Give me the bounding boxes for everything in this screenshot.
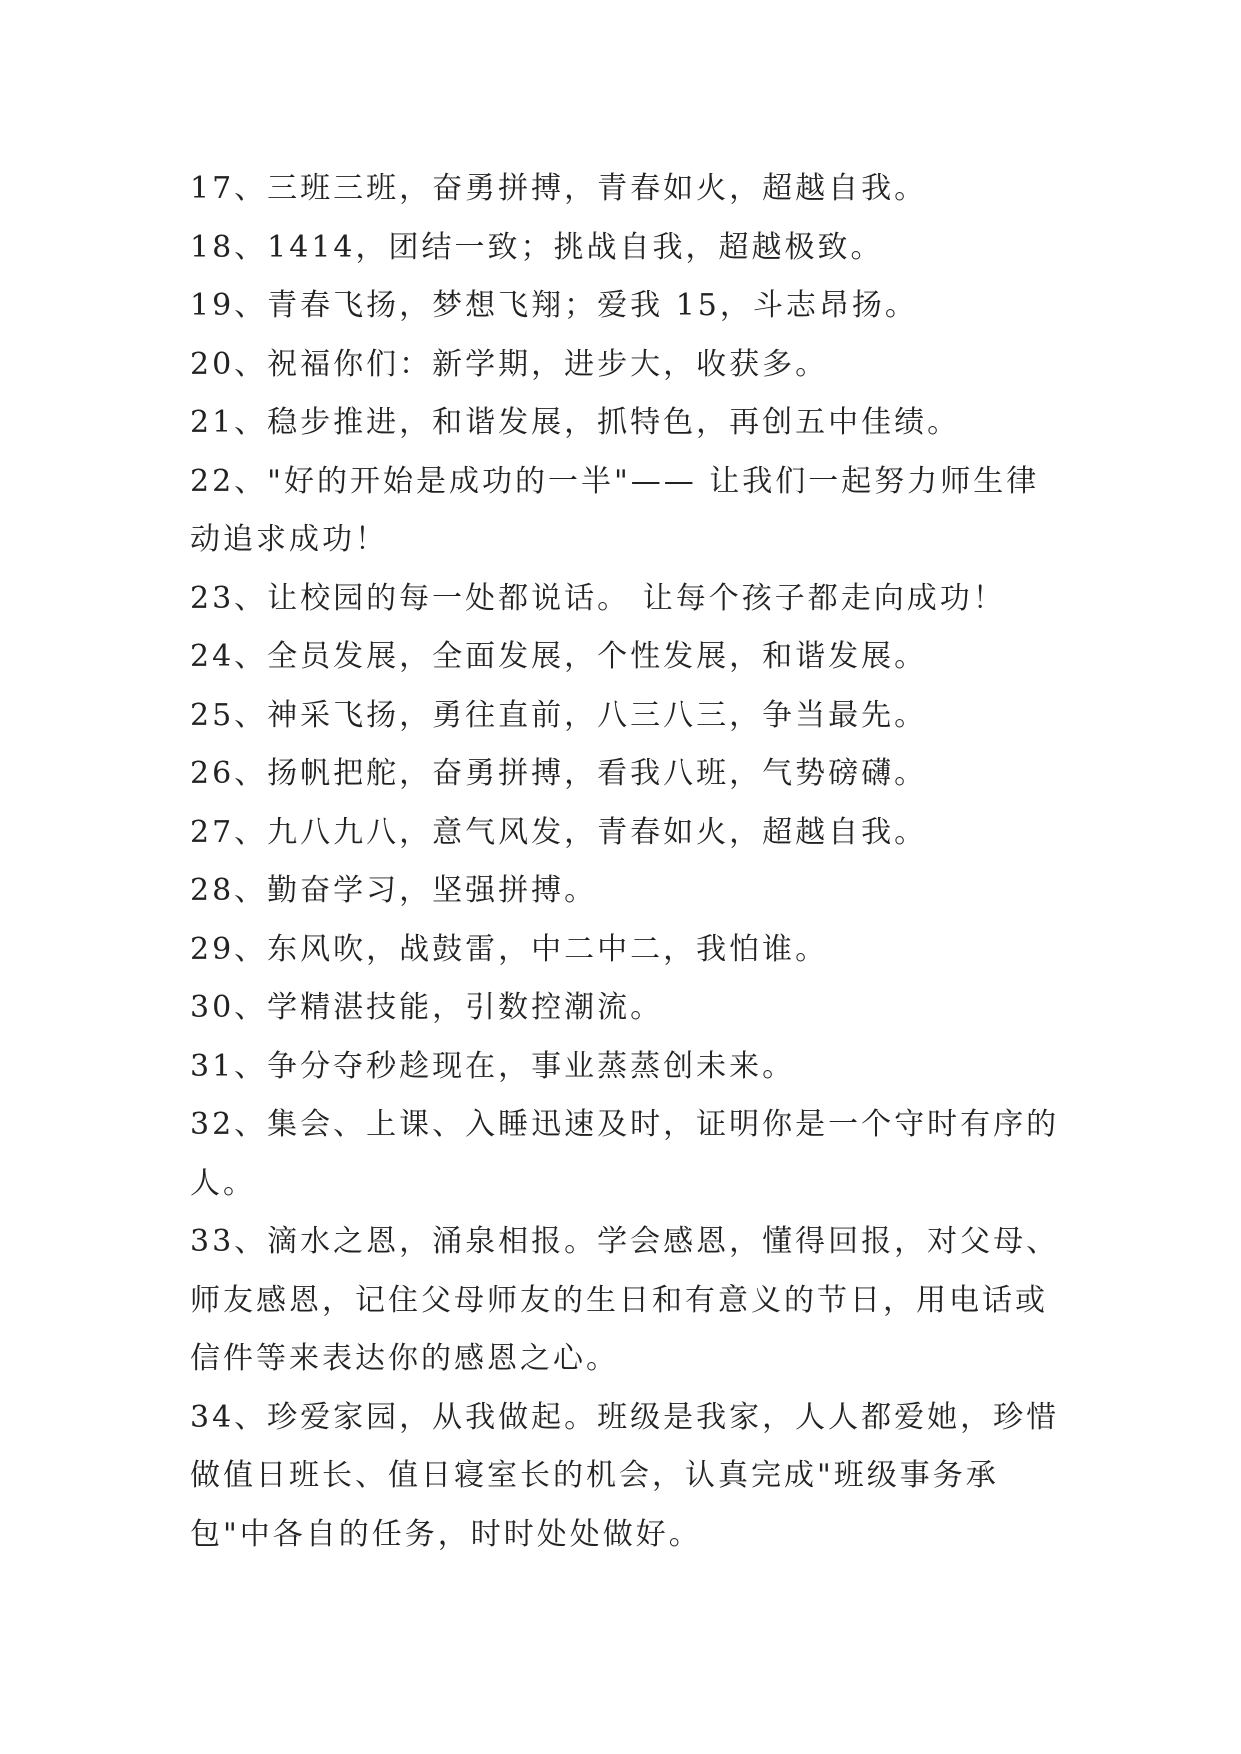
list-item: 31、争分夺秒趁现在，事业蒸蒸创未来。 — [190, 1048, 796, 1084]
list-item: 18、1414，团结一致；挑战自我，超越极致。 — [190, 229, 884, 265]
list-item: 26、扬帆把舵，奋勇拼搏，看我八班，气势磅礴。 — [190, 756, 928, 791]
list-item: 25、神采飞扬，勇往直前，八三八三，争当最先。 — [190, 697, 928, 733]
list-item: 22、"好的开始是成功的一半"—— 让我们一起努力师生律动追求成功！ — [190, 463, 1040, 557]
list-item: 30、学精湛技能，引数控潮流。 — [190, 990, 664, 1025]
list-item: 32、集会、上课、入睡迅速及时，证明你是一个守时有序的人。 — [190, 1107, 1060, 1201]
list-item: 28、勤奋学习，坚强拼搏。 — [190, 873, 598, 908]
list-item: 23、让校园的每一处都说话。 让每个孩子都走向成功！ — [190, 580, 1006, 616]
list-item: 21、稳步推进，和谐发展，抓特色，再创五中佳绩。 — [190, 405, 961, 440]
list-item: 27、九八九八，意气风发，青春如火，超越自我。 — [190, 814, 928, 850]
list-item: 17、三班三班，奋勇拼搏，青春如火，超越自我。 — [190, 171, 928, 206]
list-item: 24、全员发展，全面发展，个性发展，和谐发展。 — [190, 639, 928, 674]
list-item: 34、珍爱家园，从我做起。班级是我家，人人都爱她，珍惜做值日班长、值日寝室长的机会，认真完成"班级事务承包"中各自的任务，时时处处做好。 — [190, 1399, 1060, 1552]
list-item: 20、祝福你们：新学期，进步大，收获多。 — [190, 346, 829, 382]
list-item: 19、青春飞扬，梦想飞翔；爱我 15，斗志昂扬。 — [190, 288, 918, 323]
list-item: 33、滴水之恩，涌泉相报。学会感恩，懂得回报，对父母、师友感恩，记住父母师友的生日和有意义的节日，用电话或信件等来表达你的感恩之心。 — [190, 1224, 1060, 1376]
slogan-list — [190, 160, 1060, 1564]
list-item: 29、东风吹，战鼓雷，中二中二，我怕谁。 — [190, 931, 829, 967]
